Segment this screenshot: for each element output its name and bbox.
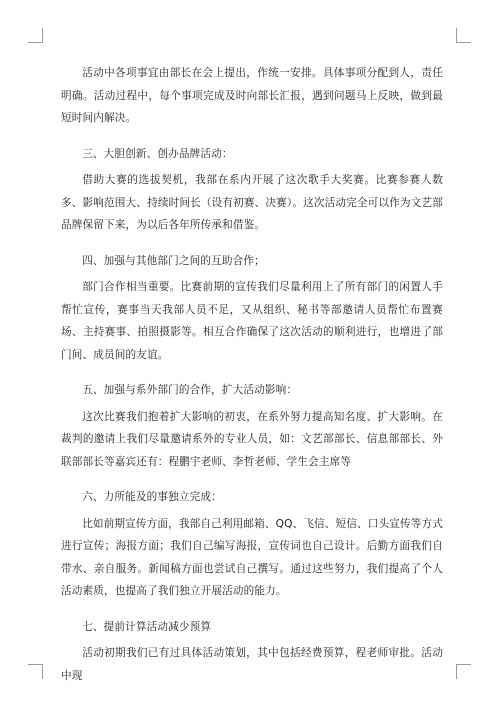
paragraph-body: 部门合作相当重要。比赛前期的宣传我们尽量利用上了所有部门的闲置人手帮忙宣传，赛事当天我部人员不足，又从组织、秘书等部邀请人员帮忙布置赛场、主持赛事、拍照摄影等。相互合作确保了这次活动的顺利进行，也增进了部门间、成员间的友谊。 [61, 281, 443, 361]
paragraph-body: 借助大赛的选拔契机，我部在系内开展了这次歌手大奖赛。比赛参赛人数多、影响范围大、持续时间长（设有初赛、决赛）。这次活动完全可以作为文艺部品牌保留下来，为以后各年所传承和借鉴。 [61, 174, 443, 231]
section-heading: 四、加强与其他部门之间的互助合作； [82, 254, 265, 267]
paragraph-body: 活动中各项事宜由部长在会上提出，作统一安排。具体事项分配到人，责任明确。活动过程中，每个事项完成及时向部长汇报，遇到问题马上反映，做到最短时间内解决。 [61, 67, 443, 124]
paragraph-body: 这次比赛我们抱着扩大影响的初衷，在系外努力提高知名度、扩大影响。在裁判的邀请上我们尽量邀请系外的专业人员，如：文艺部部长、信息部部长、外联部部长等嘉宾还有：程鹏宇老师、李哲老师、学生会主席等 [61, 410, 443, 468]
section-heading: 三、大胆创新、创办品牌活动： [82, 147, 233, 160]
paragraph-body: 比如前期宣传方面，我部自己利用邮箱、QQ、飞信、短信、口头宣传等方式进行宣传；海报方面；我们自己编写海报，宣传词也自己设计。后勤方面我们自带水、亲自服务。新闻稿方面也尝试自己撰写。通过这些努力，我们提高了个人活动素质，也提高了我们独立开展活动的能力。 [61, 517, 443, 597]
section-heading: 六、力所能及的事独立完成： [82, 491, 222, 503]
crop-mark-bottom-right [456, 664, 471, 679]
crop-mark-bottom-left [28, 664, 43, 679]
paragraph-body: 活动初期我们已有过具体活动策划，其中包括经费预算，程老师审批。活动中现 [61, 647, 443, 682]
crop-mark-top-left [28, 28, 43, 43]
crop-mark-top-right [456, 28, 471, 43]
section-heading: 七、提前计算活动减少预算 [82, 620, 212, 633]
section-heading: 五、加强与系外部门的合作，扩大活动影响： [82, 384, 298, 396]
document-body [61, 62, 443, 700]
